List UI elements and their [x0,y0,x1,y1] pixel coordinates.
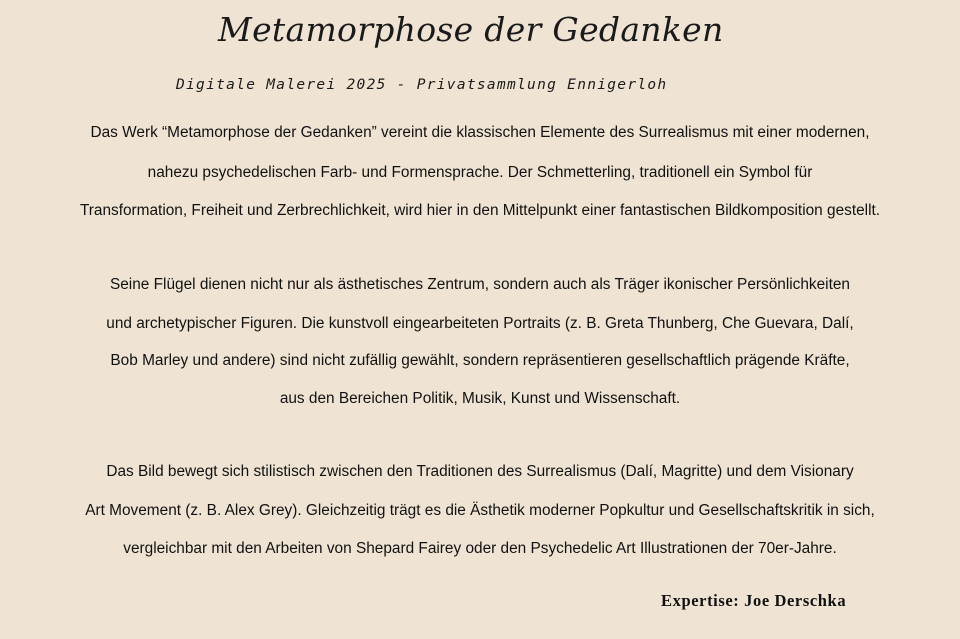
expertise-signature: Expertise: Joe Derschka [661,591,847,610]
text-line: Transformation, Freiheit und Zerbrechlichkeit, wird hier in den Mittelpunkt einer fantastischen Bildkomposition gestellt. [79,202,881,219]
text-line: Bob Marley und andere) sind nicht zufällig gewählt, sondern repräsentieren gesellschaftlich prägende Kräfte, [110,352,850,369]
document-subtitle: Digitale Malerei 2025 - Privatsammlung Ennigerloh [176,77,668,93]
text-line: Seine Flügel dienen nicht nur als ästhetisches Zentrum, sondern auch als Träger ikonischer Persönlichkeiten [109,276,850,293]
text-line: aus den Bereichen Politik, Musik, Kunst und Wissenschaft. [279,390,681,407]
text-line: Das Bild bewegt sich stilistisch zwischen den Traditionen des Surrealismus (Dalí, Magritte) und dem Visionary [106,463,854,480]
document-title: Metamorphose der Gedanken [218,10,724,49]
text-line: nahezu psychedelischen Farb- und Formensprache. Der Schmetterling, traditionell ein Symbol für [147,164,813,181]
text-line: vergleichbar mit den Arbeiten von Shepard Fairey oder den Psychedelic Art Illustrationen der 70er-Jahre. [123,540,837,557]
text-line: und archetypischer Figuren. Die kunstvoll eingearbeiteten Portraits (z. B. Greta Thunberg, Che Guevara, Dalí, [106,315,854,332]
text-line: Art Movement (z. B. Alex Grey). Gleichzeitig trägt es die Ästhetik moderner Popkultur und Gesellschaftskritik in sich, [85,502,875,519]
text-line: Das Werk “Metamorphose der Gedanken” vereint die klassischen Elemente des Surrealismus mit einer modernen, [90,124,870,141]
